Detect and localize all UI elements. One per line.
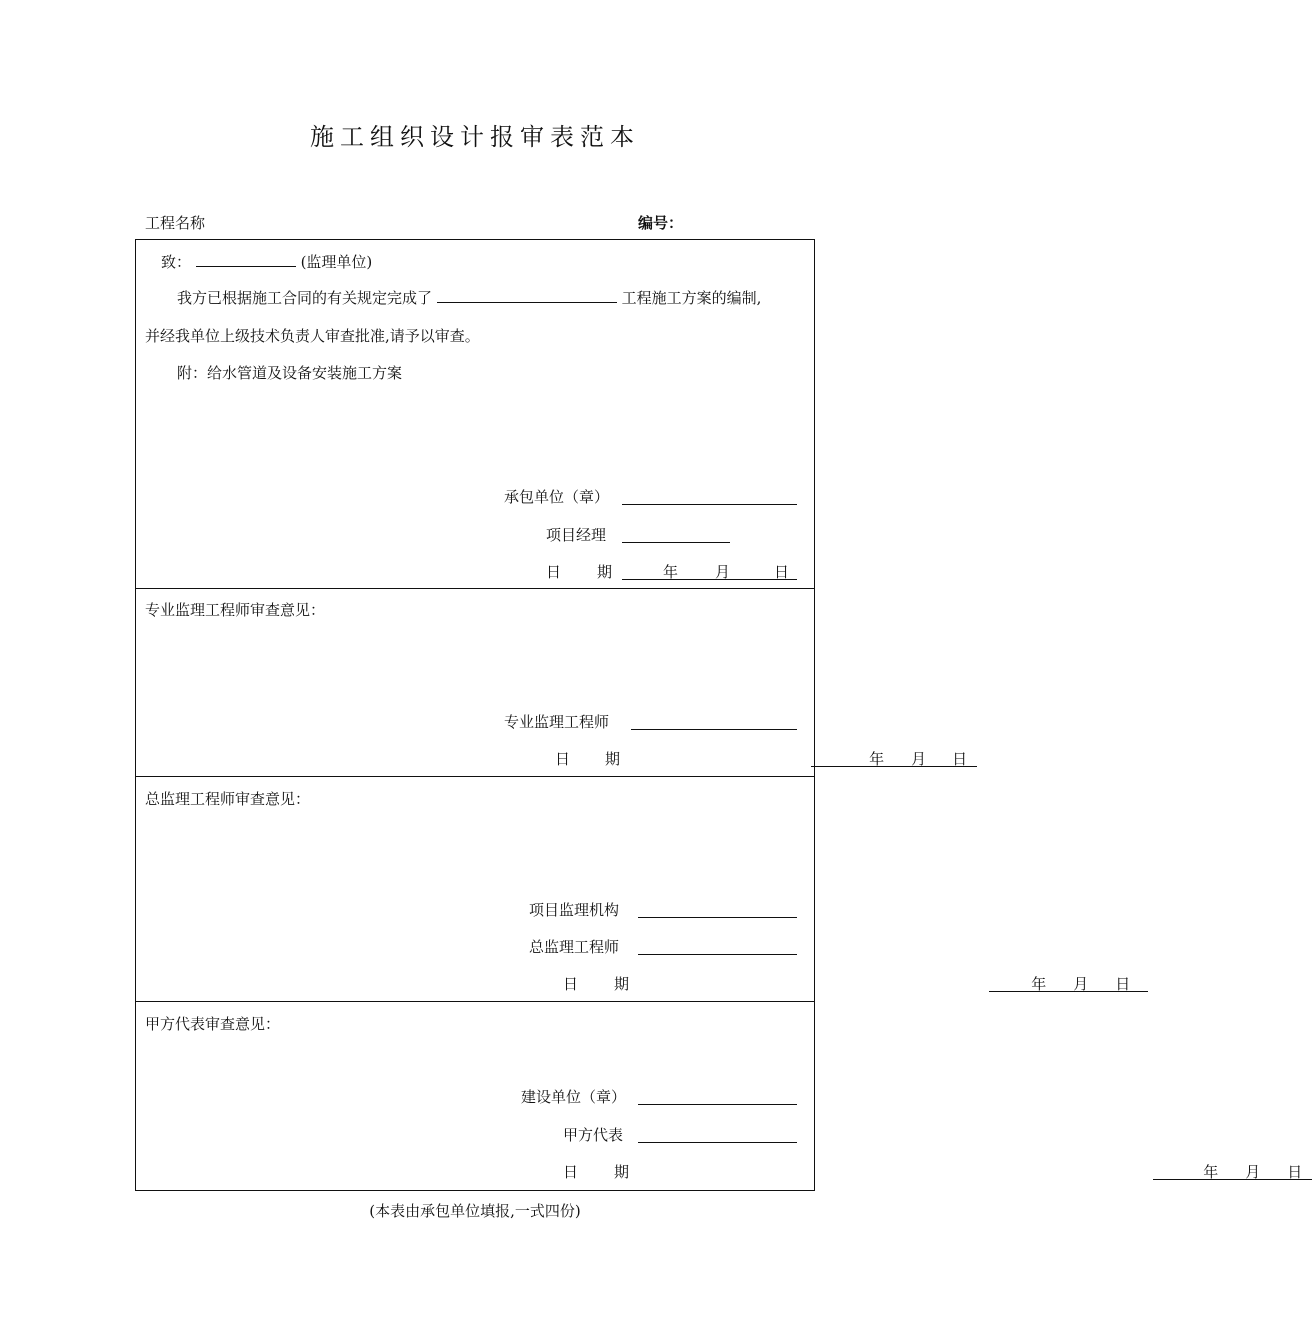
number-label: 编号： — [638, 214, 684, 232]
engineer-label: 专业监理工程师 — [504, 713, 610, 731]
date-field-3[interactable] — [989, 973, 1148, 992]
project-name-field[interactable] — [437, 288, 617, 303]
contractor-label: 承包单位（章） — [504, 488, 610, 506]
section4-heading: 甲方代表审查意见： — [145, 1015, 281, 1033]
day-label: 日 — [1287, 1163, 1303, 1181]
engineer-field[interactable] — [631, 713, 797, 730]
to-line — [161, 251, 372, 272]
date-field-2[interactable] — [811, 748, 977, 767]
body-line-1 — [177, 287, 761, 308]
chief-label: 总监理工程师 — [529, 938, 620, 956]
divider-2 — [135, 776, 815, 777]
date-label-1-b: 期 — [597, 563, 613, 581]
builder-label: 建设单位（章） — [521, 1088, 627, 1106]
supervisor-unit-field[interactable] — [196, 252, 296, 267]
day-label: 日 — [1115, 975, 1131, 993]
month-label: 月 — [715, 563, 731, 581]
section3-heading: 总监理工程师审查意见： — [145, 790, 311, 808]
org-field[interactable] — [638, 901, 797, 918]
month-label: 月 — [911, 750, 927, 768]
manager-label: 项目经理 — [546, 526, 607, 544]
date-label-3-a: 日 — [563, 975, 579, 993]
manager-field[interactable] — [622, 526, 730, 543]
divider-1 — [135, 588, 815, 589]
date-field-4[interactable] — [1153, 1161, 1312, 1180]
month-label: 月 — [1073, 975, 1089, 993]
rep-label: 甲方代表 — [563, 1126, 624, 1144]
date-label-4-a: 日 — [563, 1163, 579, 1181]
to-label: 致： — [161, 253, 192, 271]
contractor-field[interactable] — [622, 488, 797, 505]
page-title: 施工组织设计报审表范本 — [310, 123, 640, 151]
body-prefix: 我方已根据施工合同的有关规定完成了 — [177, 289, 433, 307]
year-label: 年 — [869, 750, 885, 768]
builder-field[interactable] — [638, 1088, 797, 1105]
year-label: 年 — [1031, 975, 1047, 993]
day-label: 日 — [952, 750, 968, 768]
year-label: 年 — [663, 563, 679, 581]
attachment-line: 附：给水管道及设备安装施工方案 — [177, 364, 403, 382]
date-label-1-a: 日 — [546, 563, 562, 581]
date-label-2-b: 期 — [605, 750, 621, 768]
org-label: 项目监理机构 — [529, 901, 620, 919]
chief-field[interactable] — [638, 938, 797, 955]
section2-heading: 专业监理工程师审查意见： — [145, 601, 326, 619]
date-label-4-b: 期 — [614, 1163, 630, 1181]
to-suffix: (监理单位) — [300, 253, 373, 271]
date-label-3-b: 期 — [614, 975, 630, 993]
day-label: 日 — [774, 563, 790, 581]
body-line-2: 并经我单位上级技术负责人审查批准,请予以审查。 — [145, 327, 480, 345]
date-label-2-a: 日 — [555, 750, 571, 768]
year-label: 年 — [1203, 1163, 1219, 1181]
rep-field[interactable] — [638, 1126, 797, 1143]
footer-note: (本表由承包单位填报,一式四份) — [369, 1202, 581, 1220]
project-name-label: 工程名称 — [145, 214, 206, 232]
body-suffix: 工程施工方案的编制, — [621, 289, 762, 307]
month-label: 月 — [1245, 1163, 1261, 1181]
divider-3 — [135, 1001, 815, 1002]
date-field-1[interactable] — [622, 561, 797, 580]
